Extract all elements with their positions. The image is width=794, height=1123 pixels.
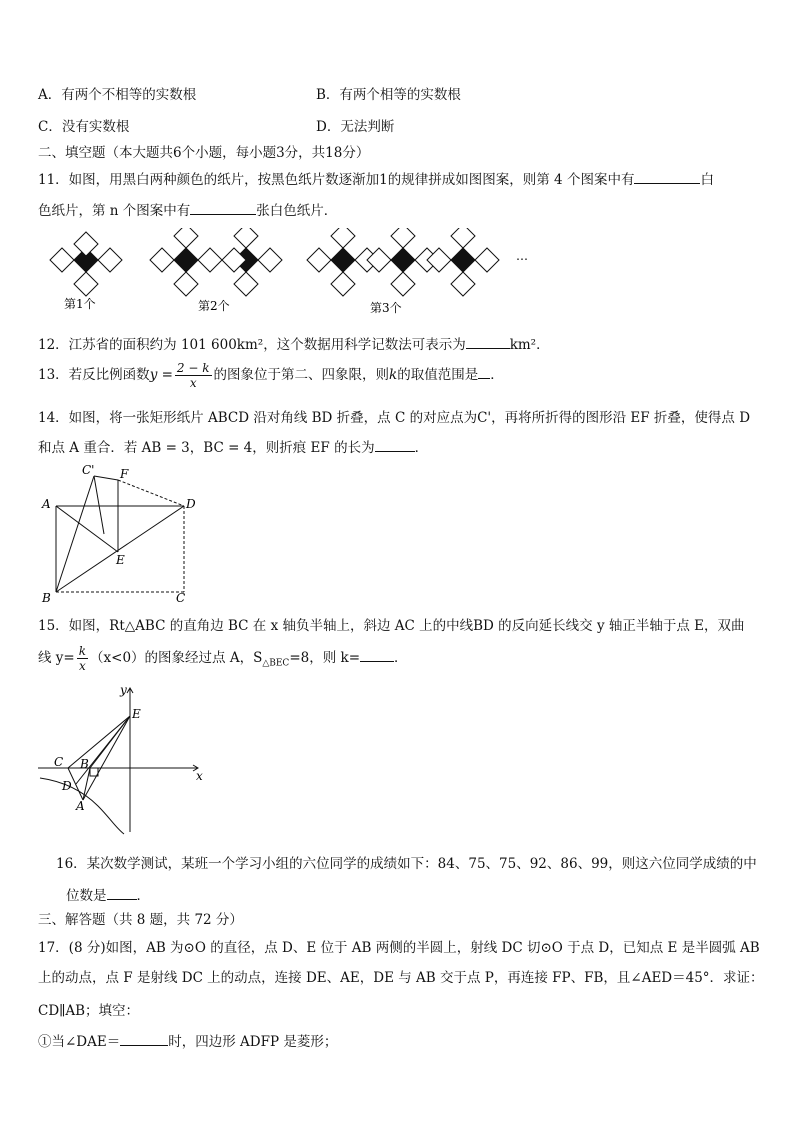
q15-label-y: y — [120, 683, 127, 697]
q11-pattern-figure — [38, 228, 538, 320]
q13-numerator: 2 − k — [176, 361, 210, 375]
q15-label-e: E — [132, 707, 141, 721]
q15-blank — [360, 649, 394, 662]
q14-label-f: F — [120, 467, 129, 481]
option-b: B．有两个相等的实数根 — [316, 87, 461, 103]
q13-text-b: 的图象位于第二、四象限，则 — [213, 367, 390, 383]
q11-blank-2 — [190, 202, 256, 215]
q11-line2 — [38, 199, 337, 219]
q15-label-c: C — [54, 755, 64, 769]
q17-line1: 17．(8 分)如图，AB 为⊙O 的直径，点 D、E 位于 AB 两侧的半圆上，射线 DC 切⊙O 于点 D，已知点 E 是半圆弧 AB — [38, 940, 760, 956]
pattern-3 — [307, 228, 499, 296]
q17-line2: 上的动点，点 F 是射线 DC 上的动点，连接 DE、AE，DE 与 AB 交于点 P，再连接 FP、FB，且∠AED＝45°．求证： — [38, 970, 764, 986]
q14-label-e: E — [116, 553, 125, 567]
q15-text-b: （x<0）的图象经过点 A，S — [90, 650, 263, 666]
q17-line3: CD∥AB；填空： — [38, 1003, 140, 1019]
q17-line4 — [38, 1030, 337, 1050]
q13-blank — [478, 366, 490, 379]
q11-text-c: 色纸片，第 n 个图案中有 — [38, 203, 191, 219]
q15-label-b: B — [80, 757, 89, 771]
q13-text-d: ． — [490, 367, 504, 383]
q13-line — [38, 358, 504, 392]
q17-text-a: ①当∠DAE＝ — [38, 1034, 121, 1050]
section2-title: 二、填空题（本大题共6个小题，每小题3分，共18分） — [38, 145, 370, 161]
pattern-1 — [50, 232, 122, 296]
q15-label-x: x — [196, 769, 203, 783]
q14-label-c-prime: C' — [82, 463, 95, 477]
q17-text-b: 时，四边形 ADFP 是菱形； — [168, 1034, 338, 1050]
q16-blank — [107, 887, 137, 900]
q15-line1: 15．如图，Rt△ABC 的直角边 BC 在 x 轴负半轴上，斜边 AC 上的中线BD 的反向延长线交 y 轴正半轴于点 E，双曲 — [38, 618, 745, 634]
q14-label-a: A — [42, 497, 51, 511]
q13-fraction — [175, 361, 212, 390]
q15-line2 — [38, 641, 408, 681]
q15-text-c: =8，则 k= — [289, 650, 361, 666]
q15-subscript: △BEC — [262, 658, 290, 669]
q14-line1: 14．如图，将一张矩形纸片 ABCD 沿对角线 BD 折叠，点 C 的对应点为C'，再将所折得的图形沿 EF 折叠，使得点 D — [38, 410, 751, 426]
q12-text-a: 12．江苏省的面积约为 101 600km²，这个数据用科学记数法可表示为 — [38, 337, 466, 353]
q14-label-d: D — [186, 497, 196, 511]
q16-text-b: ． — [136, 888, 150, 904]
q14-line2 — [38, 436, 428, 456]
q15-text-d: ． — [394, 650, 408, 666]
q11-label-3: 第3个 — [370, 301, 402, 315]
q11-blank-1 — [634, 171, 700, 184]
q14-text-b: ． — [414, 440, 429, 456]
q11-label-1: 第1个 — [64, 297, 96, 311]
q12-line — [38, 333, 550, 353]
q11-text-b: 白 — [700, 172, 714, 188]
q13-denominator: x — [189, 376, 197, 390]
q15-fraction — [77, 644, 88, 673]
q12-text-b: km²． — [509, 337, 550, 353]
q14-text-a: 和点 A 重合．若 AB = 3，BC = 4，则折痕 EF 的长为 — [38, 440, 375, 456]
q16-line2 — [66, 884, 150, 904]
q11-label-2: 第2个 — [198, 299, 230, 313]
q14-label-c: C — [176, 591, 186, 605]
q13-var-k: k — [389, 367, 398, 383]
q12-blank — [466, 336, 510, 349]
q14-label-b: B — [42, 591, 51, 605]
q13-y-eq: y = — [149, 367, 173, 383]
q13-text-c: 的取值范围是 — [397, 367, 479, 383]
q15-label-a: A — [76, 799, 85, 813]
q16-line1: 16．某次数学测试，某班一个学习小组的六位同学的成绩如下：84、75、75、92、86、99，则这六位同学成绩的中 — [56, 856, 757, 872]
option-a: A．有两个不相等的实数根 — [38, 87, 197, 103]
q15-label-d: D — [62, 779, 72, 793]
option-c: C．没有实数根 — [38, 119, 130, 135]
option-d: D．无法判断 — [316, 119, 395, 135]
q14-blank — [375, 439, 415, 452]
q17-blank — [120, 1033, 168, 1046]
q15-denominator: x — [78, 659, 86, 673]
q11-line1 — [38, 168, 714, 188]
q15-numerator: k — [78, 644, 87, 658]
pattern-2 — [150, 228, 282, 296]
section3-title: 三、解答题（共 8 题，共 72 分） — [38, 912, 243, 928]
q11-text-d: 张白色纸片． — [256, 203, 338, 219]
q15-text-a: 线 y= — [38, 650, 75, 666]
q11-ellipsis: … — [516, 249, 528, 263]
q13-text-a: 13．若反比例函数 — [38, 367, 150, 383]
q14-fold-figure — [38, 460, 208, 606]
q11-text-a: 11．如图，用黑白两种颜色的纸片，按黑色纸片数逐渐加1的规律拼成如图图案，则第 4 个图案中有 — [38, 172, 635, 188]
q15-hyperbola-figure — [38, 682, 208, 838]
q16-text-a: 位数是 — [66, 888, 107, 904]
